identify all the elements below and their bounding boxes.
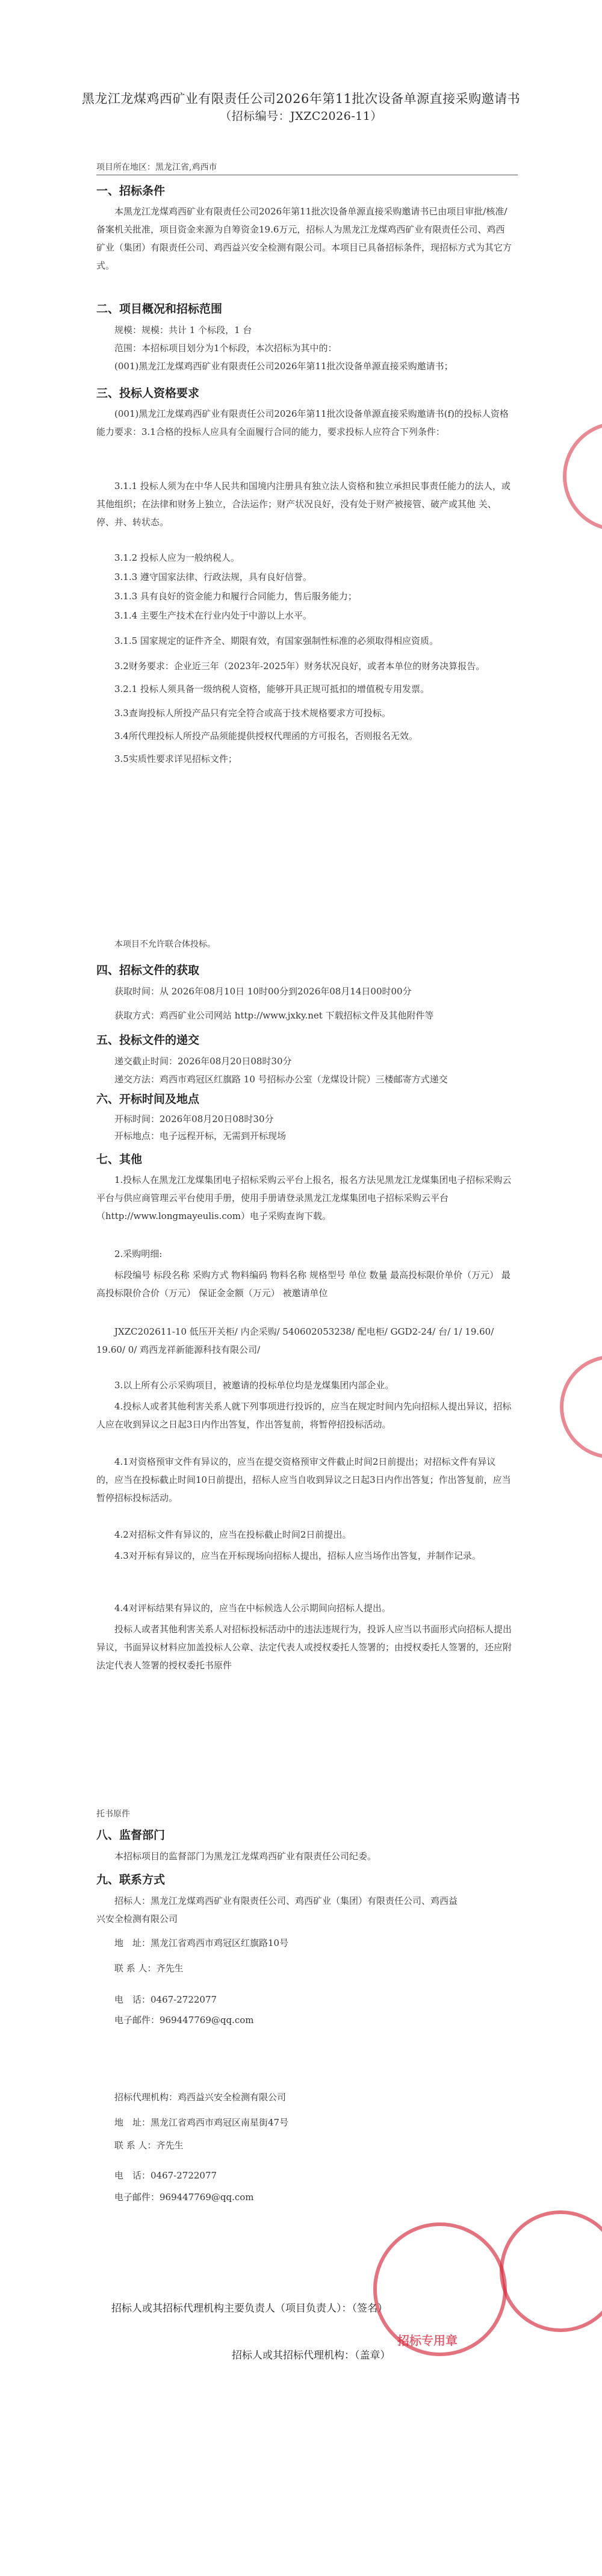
signature-agent-stamp: （盖章） (355, 2350, 391, 2362)
section-7-item-4-3: 4.3对开标有异议的，应当在开标现场向招标人提出，招标人应当场作出答复，并制作记录。 (114, 1550, 481, 1561)
section-3-clause-3-4: 3.4所代理投标人所投产品须能提供授权代理函的方可报名，否则报名无效。 (114, 731, 418, 741)
section-1-heading: 一、招标条件 (96, 184, 166, 198)
section-4-heading: 四、招标文件的获取 (96, 964, 200, 977)
joint-bid-note: 本项目不允许联合体投标。 (114, 940, 216, 949)
section-3-clause-3-5: 3.5实质性要求详见招标文件； (114, 753, 237, 764)
section-4-method-link[interactable]: 鸡西矿业公司网站 http://www.jxky.net 下载招标文件及其他附件等 (160, 1010, 434, 1021)
tenderer-name: 黑龙江龙煤鸡西矿业有限责任公司、鸡西矿业（集团）有限责任公司、鸡西益 (150, 1895, 458, 1906)
seal-label: 招标专用章 (397, 2333, 458, 2348)
section-3-clause-3-1-2: 3.1.2 投标人应为一般纳税人。 (114, 552, 240, 563)
section-5-method: 递交方法：鸡西市鸡冠区红旗路 10 号招标办公室（龙煤设计院）三楼邮寄方式递交 (114, 1074, 448, 1085)
section-7-item-4-4: 4.4对评标结果有异议的，应当在中标候选人公示期间向招标人提出。 (114, 1603, 391, 1614)
section-7-item-4: 4.投标人或者其他利害关系人就下列事项进行投诉的，应当在规定时间内先向招标人提出异议，招标人应在收到异议之日起3日内作出答复，作出答复前，将暂停招投标活动。 (96, 1401, 512, 1430)
document-title: 黑龙江龙煤鸡西矿业有限责任公司2026年第11批次设备单源直接采购邀请书 (81, 92, 521, 106)
section-9-heading: 九、联系方式 (96, 1873, 166, 1886)
attachment-note: 托书原件 (96, 1809, 130, 1819)
section-6-time: 开标时间：2026年08月20日08时30分 (114, 1114, 274, 1124)
seal-right-middle (560, 1355, 602, 1459)
section-3-clause-3-1-4: 3.1.4 主要生产技术在行业内处于中游以上水平。 (114, 610, 312, 621)
section-8-heading: 八、监督部门 (96, 1829, 166, 1842)
section-2-heading: 二、项目概况和招标范围 (96, 302, 223, 316)
section-7-item-2: 2.采购明细: (114, 1249, 163, 1259)
section-2-lot: (001)黑龙江龙煤鸡西矿业有限责任公司2026年第11批次设备单源直接采购邀请书； (114, 361, 453, 372)
section-5-deadline: 递交截止时间：2026年08月20日08时30分 (114, 1056, 292, 1067)
section-7-item-1: 1.投标人在黑龙江龙煤集团电子招标采购云平台上报名，报名方法见黑龙江龙煤集团电子招标采购云平台与供应商管理云平台使用手册，使用手册请登录黑龙江龙煤集团电子招标采购云平台（http://www.longmayeulis.com）电子采购查询下载。 (96, 1174, 512, 1221)
section-1-body: 本黑龙江龙煤鸡西矿业有限责任公司2026年第11批次设备单源直接采购邀请书已由项目审批/核准/备案机关批准，项目资金来源为自筹资金19.6万元，招标人为黑龙江龙煤鸡西矿业有限责任公司、鸡西矿业（集团）有限责任公司、鸡西益兴安全检测有限公司。本项目已具备招标条件，现招标方式为其它方式。 (96, 206, 512, 271)
section-3-clause-3-1-3: 3.1.3 遵守国家法律、行政法规，具有良好信誉。 (114, 572, 312, 582)
section-7-item-4-2: 4.2对招标文件有异议的，应当在投标截止时间2日前提出。 (114, 1529, 352, 1540)
tenderer-line-1 (114, 1895, 458, 1907)
section-5-heading: 五、投标文件的递交 (96, 1034, 200, 1047)
section-3-clause-3-1-5: 3.1.5 国家规定的证件齐全、期限有效，有国家强制性标准的必须取得相应资质。 (114, 635, 438, 646)
tenderer-address: 地 址：黑龙江省鸡西市鸡冠区红旗路10号 (114, 1938, 289, 1948)
section-4-method-label: 获取方式： (114, 1010, 160, 1021)
procurement-detail-row: JXZC202611-10 低压开关柜/ 内企采购/ 540602053238/ 配电柜/ GGD2-24/ 台/ 1/ 19.60/ 19.60/ 0/ 鸡西龙祥新能源科技有限公司/ (96, 1326, 494, 1355)
signature-tenderer-label: 招标人或其招标代理机构主要负责人（项目负责人）： (111, 2303, 352, 2315)
signature-tenderer-sign: （签名） (352, 2303, 388, 2315)
signature-line-tenderer (111, 2300, 388, 2315)
project-location: 项目所在地区：黑龙江省,鸡西市 (96, 163, 217, 172)
signature-agent-label: 招标人或其招标代理机构： (232, 2350, 355, 2362)
section-7-complaint: 投标人或者其他利害关系人对招标投标活动中的违法违规行为，投诉人应当以书面形式向招标人提出异议，书面异议材料应加盖投标人公章、法定代表人或授权委托人签署的；由授权委托人签署的，还应附法定代表人签署的授权委托书原件 (96, 1624, 512, 1671)
section-7-item-4-1: 4.1对资格预审文件有异议的，应当在提交资格预审文件截止时间2日前提出；对招标文件有异议的，应当在投标截止时间10日前提出，招标人应当自收到异议之日起3日内作出答复；作出答复前，应当暂停招标投标活动。 (96, 1456, 511, 1503)
section-3-clause-3-1-1: 3.1.1 投标人须为在中华人民共和国境内注册具有独立法人资格和独立承担民事责任能力的法人，或其他组织；在法律和财务上独立，合法运作；财产状况良好，没有处于财产被接管、破产或其他 关、停、并、转状态。 (96, 481, 510, 528)
section-6-place: 开标地点：电子远程开标，无需到开标现场 (114, 1131, 287, 1141)
agent-address: 地 址：黑龙江省鸡西市鸡冠区南星街47号 (114, 2117, 289, 2128)
section-8-body: 本招标项目的监督部门为黑龙江龙煤鸡西矿业有限责任公司纪委。 (114, 1851, 377, 1862)
agent-seal (500, 2210, 602, 2332)
section-3-heading: 三、投标人资格要求 (96, 387, 200, 400)
section-7-item-3: 3.以上所有公示采购项目，被邀请的投标单位均是龙煤集团内部企业。 (114, 1380, 394, 1391)
tenderer-label: 招标人： (114, 1895, 151, 1906)
section-6-heading: 六、开标时间及地点 (96, 1093, 200, 1106)
section-2-scope: 范围：本招标项目划分为1个标段，本次招标为其中的： (114, 343, 337, 354)
section-3-clause-3-3: 3.3查询投标人所投产品只有完全符合或高于技术规格要求方可投标。 (114, 708, 391, 719)
tenderer-contact: 联 系 人：齐先生 (114, 1963, 184, 1974)
agent-email[interactable]: 电子邮件：969447769@qq.com (114, 2192, 254, 2203)
tenderer-email[interactable]: 电子邮件：969447769@qq.com (114, 2015, 254, 2026)
signature-line-agent (232, 2347, 391, 2362)
agent-contact: 联 系 人：齐先生 (114, 2140, 184, 2151)
section-4-time: 获取时间：从 2026年08月10日 10时00分到2026年08月14日00时00分 (114, 986, 412, 997)
section-2-scale: 规模：规模：共计 1 个标段，1 台 (114, 325, 252, 335)
section-3-clause-3-1-3b: 3.1.3 具有良好的资金能力和履行合同能力，售后服务能力； (114, 591, 357, 602)
section-7-heading: 七、其他 (96, 1153, 143, 1166)
section-3-clause-3-2-1: 3.2.1 投标人须具备一级纳税人资格，能够开具正规可抵扣的增值税专用发票。 (114, 684, 429, 694)
section-3-clause-3-2: 3.2财务要求：企业近三年（2023年-2025年）财务状况良好，或者本单位的财务决算报告。 (114, 661, 485, 672)
tender-number: （招标编号：JXZC2026-11） (220, 110, 382, 123)
tenderer-line-2: 兴安全检测有限公司 (96, 1913, 178, 1924)
tenderer-phone: 电 话：0467-2722077 (114, 1994, 217, 2005)
section-4-method (114, 1009, 434, 1021)
agent-phone: 电 话：0467-2722077 (114, 2170, 217, 2181)
agent-name: 招标代理机构：鸡西益兴安全检测有限公司 (114, 2092, 287, 2103)
procurement-detail-header: 标段编号 标段名称 采购方式 物料编码 物料名称 规格型号 单位 数量 最高投标限价单价（万元） 最高投标限价合价（万元） 保证金金额（万元） 被邀请单位 (96, 1270, 510, 1299)
seal-right-top (563, 422, 602, 531)
section-3-intro: (001)黑龙江龙煤鸡西矿业有限责任公司2026年第11批次设备单源直接采购邀请书(f)的投标人资格能力要求：3.1合格的投标人应具有全面履行合同的能力，要求投标人应符合下列条件： (96, 408, 509, 437)
